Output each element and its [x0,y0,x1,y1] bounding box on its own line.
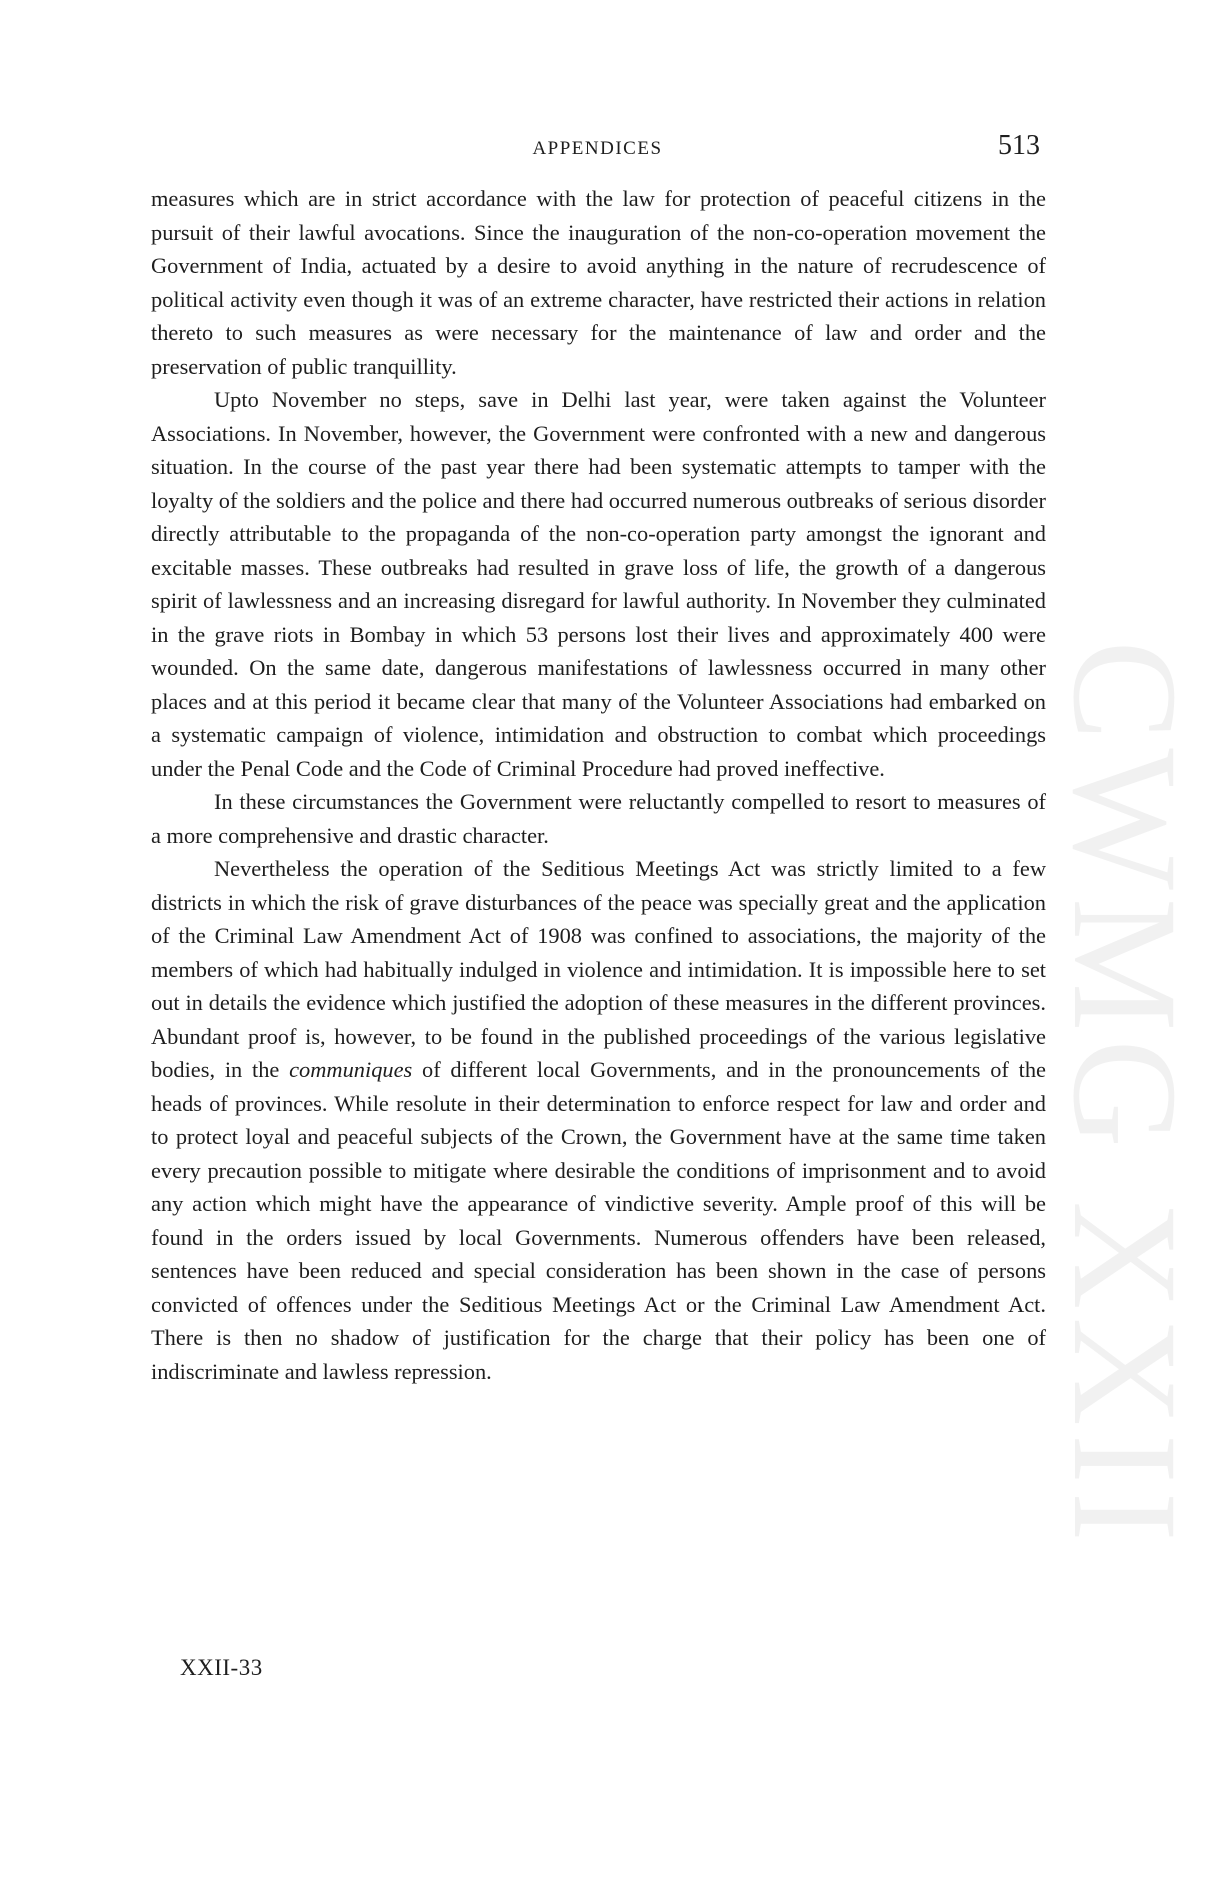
paragraph-2: Upto November no steps, save in Delhi last year, were taken against the Volunteer Associations. In November, however, the Government were confronted with a new and dangerous situation. In the course of the past year there had been systematic attempts to tamper with the loyalty of the soldiers and the police and there had occurred numerous outbreaks of serious disorder directly attributable to the propaganda of the non-co-operation party amongst the ignorant and excitable masses. These outbreaks had resulted in grave loss of life, the growth of a dangerous spirit of lawlessness and an increasing disregard for lawful authority. In November they culminated in the grave riots in Bombay in which 53 persons lost their lives and approximately 400 were wounded. On the same date, dangerous manifestations of lawlessness occurred in many other places and at this period it became clear that many of the Volunteer Associations had embarked on a systematic campaign of violence, intimidation and obstruction to combat which proceedings under the Penal Code and the Code of Criminal Procedure had proved ineffective. [151,387,1046,781]
communiques-italic: communiques [289,1057,413,1082]
body-text [151,182,1046,1388]
page-number: 513 [998,130,1040,161]
paragraph-3: In these circumstances the Government were reluctantly compelled to resort to measures of a more comprehensive and drastic character. [151,789,1046,848]
signature-mark: XXII-33 [180,1655,263,1680]
paragraph-4-part-1: Nevertheless the operation of the Seditious Meetings Act was strictly limited to a few districts in which the risk of grave disturbances of the peace was specially great and the application of the Criminal Law Amendment Act of 1908 was confined to associations, the majority of the members of which had habitually indulged in violence and intimidation. It is impossible here to set out in details the evidence which justified the adoption of these measures in the different provinces. Abundant proof is, however, to be found in the published proceedings of the various legislative bodies, in the [151,856,1046,1082]
paragraph-4 [151,852,1046,1388]
page-header [155,130,1040,166]
running-head: APPENDICES [532,138,663,159]
paragraph-1: measures which are in strict accordance with the law for protection of peaceful citizens in the pursuit of their lawful avocations. Since the inauguration of the non-co-operation movement the Government of India, actuated by a desire to avoid anything in the nature of recrudescence of political activity even though it was of an extreme character, have restricted their actions in relation thereto to such measures as were necessary for the maintenance of law and order and the preservation of public tranquillity. [151,186,1046,379]
cwmg-watermark: CWMG XXII [1042,640,1208,1550]
paragraph-4-part-2: of different local Governments, and in the pronouncements of the heads of provinces. While resolute in their determination to enforce respect for law and order and to protect loyal and peaceful subjects of the Crown, the Government have at the same time taken every precaution possible to mitigate where desirable the conditions of imprisonment and to avoid any action which might have the appearance of vindictive severity. Ample proof of this will be found in the orders issued by local Governments. Numerous offenders have been released, sentences have been reduced and special consideration has been shown in the case of persons convicted of offences under the Seditious Meetings Act or the Criminal Law Amendment Act. There is then no shadow of justification for the charge that their policy has been one of indiscriminate and lawless repression. [151,1057,1046,1384]
